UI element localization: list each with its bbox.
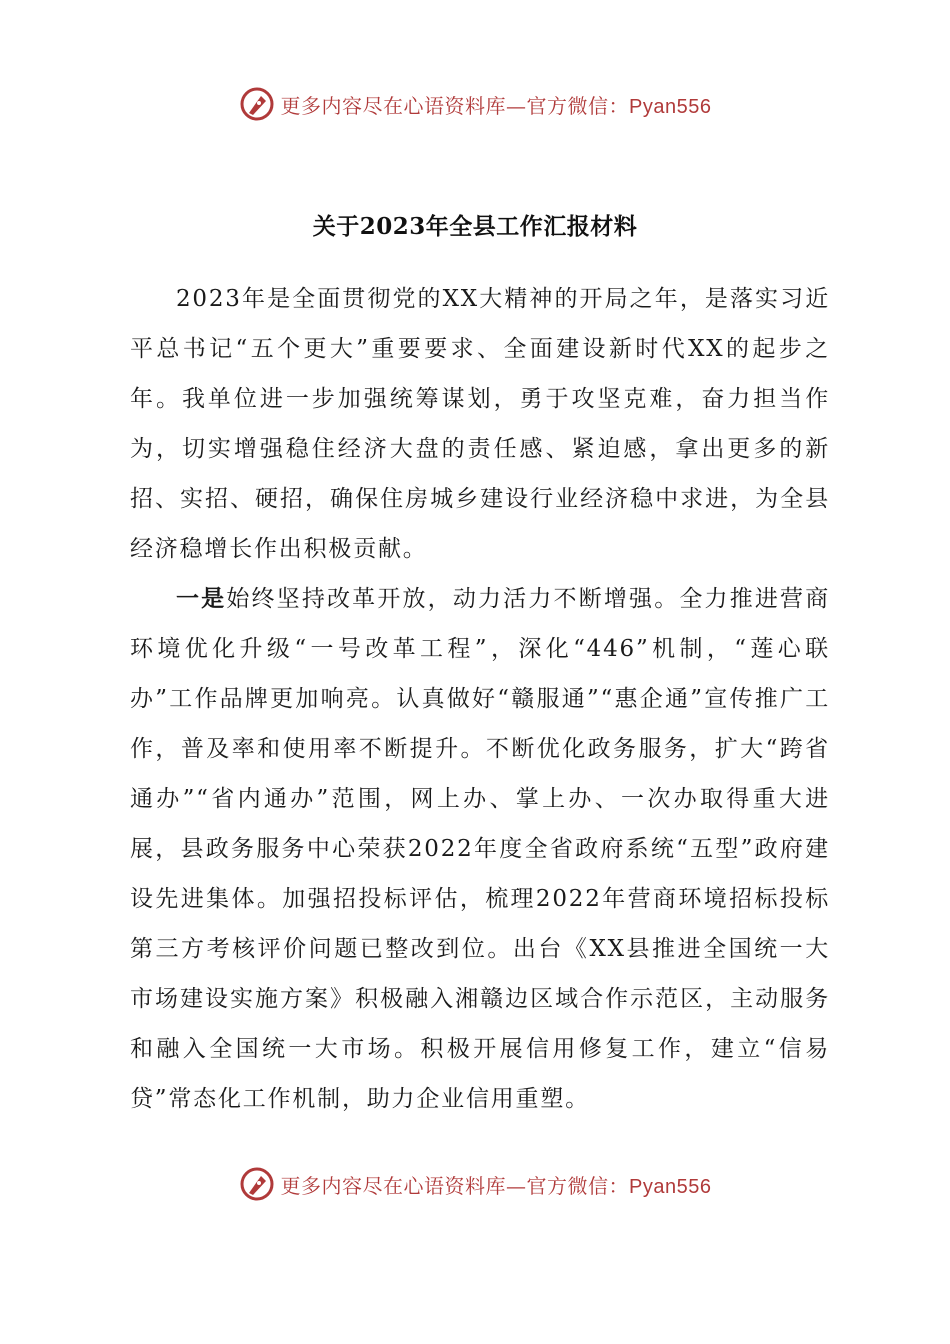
pen-nib-logo-icon [239, 86, 275, 122]
paragraph-body: 始终坚持改革开放，动力活力不断增强。全力推进营商环境优化升级“一号改革工程”，深化“446”机制，“莲心联办”工作品牌更加响亮。认真做好“赣服通”“惠企通”宣传推广工作，普及率和使用率不断提升。不断优化政务服务，扩大“跨省通办”“省内通办”范围，网上办、掌上办、一次办取得重大进展，县政务服务中心荣获2022年度全省政府系统“五型”政府建设先进集体。加强招投标评估，梳理2022年营商环境招标投标第三方考核评价问题已整改到位。出台《XX县推进全国统一大市场建设实施方案》积极融入湘赣边区域合作示范区，主动服务和融入全国统一大市场。积极开展信用修复工作，建立“信易贷”常态化工作机制，助力企业信用重塑。 [130, 586, 830, 1112]
footer-watermark [0, 1164, 950, 1204]
wechat-id: Pyan556 [629, 1175, 712, 1198]
paragraph-intro [130, 274, 830, 574]
paragraph-reform [130, 574, 830, 1124]
pen-nib-logo-icon [239, 1166, 275, 1202]
paragraph-body: 2023年是全面贯彻党的XX大精神的开局之年，是落实习近平总书记“五个更大”重要要求、全面建设新时代XX的起步之年。我单位进一步加强统筹谋划，勇于攻坚克难，奋力担当作为，切实增强稳住经济大盘的责任感、紧迫感，拿出更多的新招、实招、硬招，确保住房城乡建设行业经济稳中求进，为全县经济稳增长作出积极贡献。 [130, 286, 830, 562]
watermark-text: 更多内容尽在心语资料库—官方微信：Pyan556 [280, 1173, 712, 1198]
paragraph-lead: 一是 [176, 585, 227, 612]
watermark-text: 更多内容尽在心语资料库—官方微信：Pyan556 [280, 93, 712, 118]
wechat-id: Pyan556 [629, 95, 712, 118]
document-title: 关于2023年全县工作汇报材料 [312, 213, 638, 240]
header-watermark [0, 84, 950, 124]
